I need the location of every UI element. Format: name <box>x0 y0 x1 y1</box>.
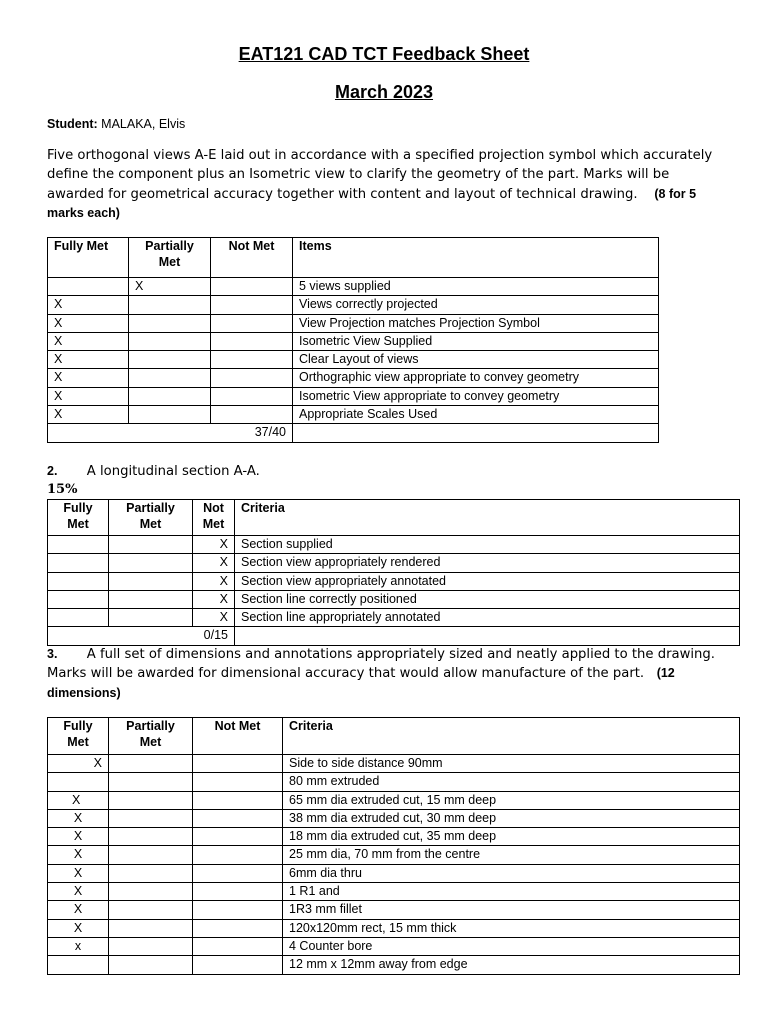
partially-met-cell <box>109 791 193 809</box>
table-row <box>48 554 740 572</box>
not-met-cell <box>193 956 283 974</box>
section3-text: A full set of dimensions and annotations appropriately sized and neatly applied to the drawing. Marks will be awarded for dimensional accuracy that would allow manufacture of the part. <box>47 647 715 682</box>
criteria-cell: Isometric View appropriate to convey geometry <box>293 387 659 405</box>
partially-met-cell <box>129 369 211 387</box>
fully-met-cell: X <box>48 332 129 350</box>
table-row <box>48 828 740 846</box>
partially-met-cell <box>129 314 211 332</box>
not-met-cell <box>193 901 283 919</box>
fully-met-cell: X <box>48 314 129 332</box>
col-header-not-met: Not Met <box>193 718 283 755</box>
not-met-cell <box>193 864 283 882</box>
partially-met-cell <box>109 937 193 955</box>
table-row <box>48 351 659 369</box>
not-met-cell <box>211 278 293 296</box>
criteria-cell: 18 mm dia extruded cut, 35 mm deep <box>283 828 740 846</box>
section2-total: 0/15 <box>48 627 235 645</box>
criteria-cell: Section line correctly positioned <box>235 590 740 608</box>
partially-met-cell <box>109 554 193 572</box>
not-met-cell: X <box>193 590 235 608</box>
not-met-cell <box>193 773 283 791</box>
criteria-cell: Section view appropriately annotated <box>235 572 740 590</box>
not-met-cell <box>193 919 283 937</box>
table-row <box>48 937 740 955</box>
criteria-cell: Clear Layout of views <box>293 351 659 369</box>
partially-met-cell <box>109 864 193 882</box>
table-row <box>48 919 740 937</box>
criteria-cell: 12 mm x 12mm away from edge <box>283 956 740 974</box>
not-met-cell <box>211 351 293 369</box>
table-total-row <box>48 627 740 645</box>
criteria-cell: 5 views supplied <box>293 278 659 296</box>
not-met-cell <box>193 755 283 773</box>
partially-met-cell <box>109 828 193 846</box>
partially-met-cell <box>109 590 193 608</box>
not-met-cell <box>211 314 293 332</box>
fully-met-cell <box>48 572 109 590</box>
fully-met-cell: X <box>48 901 109 919</box>
document-title: EAT121 CAD TCT Feedback Sheet <box>238 44 530 64</box>
fully-met-cell: X <box>48 296 129 314</box>
section3-description <box>47 645 727 703</box>
fully-met-cell: X <box>48 387 129 405</box>
criteria-cell: Orthographic view appropriate to convey geometry <box>293 369 659 387</box>
partially-met-cell <box>109 956 193 974</box>
partially-met-cell <box>109 919 193 937</box>
col-header-criteria: Criteria <box>235 500 740 536</box>
fully-met-cell: X <box>48 791 109 809</box>
criteria-cell: View Projection matches Projection Symbol <box>293 314 659 332</box>
section1-description <box>47 146 727 224</box>
criteria-cell: Isometric View Supplied <box>293 332 659 350</box>
table-row <box>48 755 740 773</box>
fully-met-cell: X <box>48 883 109 901</box>
partially-met-cell <box>109 809 193 827</box>
table-header-row <box>48 238 659 278</box>
table-row <box>48 572 740 590</box>
table-row <box>48 883 740 901</box>
section2-table <box>47 499 740 646</box>
criteria-cell: Side to side distance 90mm <box>283 755 740 773</box>
criteria-cell: Section view appropriately rendered <box>235 554 740 572</box>
partially-met-cell <box>109 572 193 590</box>
table-row <box>48 369 659 387</box>
fully-met-cell <box>48 536 109 554</box>
col-header-items: Items <box>293 238 659 278</box>
not-met-cell <box>193 846 283 864</box>
not-met-cell <box>211 296 293 314</box>
section1-table <box>47 237 659 443</box>
fully-met-cell <box>48 590 109 608</box>
col-header-partially-met: Partially Met <box>109 718 193 755</box>
table-header-row <box>48 500 740 536</box>
not-met-cell <box>211 332 293 350</box>
fully-met-cell <box>48 554 109 572</box>
partially-met-cell <box>109 755 193 773</box>
section3-table <box>47 717 740 975</box>
not-met-cell <box>193 883 283 901</box>
not-met-cell <box>211 369 293 387</box>
table-row <box>48 314 659 332</box>
not-met-cell <box>193 791 283 809</box>
partially-met-cell <box>129 332 211 350</box>
col-header-not-met: Not Met <box>211 238 293 278</box>
criteria-cell: 25 mm dia, 70 mm from the centre <box>283 846 740 864</box>
table-row <box>48 406 659 424</box>
fully-met-cell: X <box>48 846 109 864</box>
not-met-cell: X <box>193 536 235 554</box>
criteria-cell: 6mm dia thru <box>283 864 740 882</box>
student-label: Student: <box>47 117 98 131</box>
fully-met-cell <box>48 956 109 974</box>
not-met-cell <box>193 809 283 827</box>
criteria-cell: 1R3 mm fillet <box>283 901 740 919</box>
fully-met-cell <box>48 278 129 296</box>
table-row <box>48 773 740 791</box>
table-row <box>48 609 740 627</box>
partially-met-cell <box>129 406 211 424</box>
not-met-cell <box>193 937 283 955</box>
table-total-row <box>48 424 659 442</box>
table-row <box>48 791 740 809</box>
section3-note: (12 dimensions) <box>47 666 675 700</box>
fully-met-cell <box>48 609 109 627</box>
col-header-partially-met: Partially Met <box>109 500 193 536</box>
fully-met-cell: X <box>48 864 109 882</box>
document-subtitle: March 2023 <box>334 82 434 102</box>
section1-total: 37/40 <box>48 424 293 442</box>
partially-met-cell <box>109 773 193 791</box>
fully-met-cell: X <box>48 919 109 937</box>
section1-text: Five orthogonal views A-E laid out in accordance with a specified projection symbol which accurately define the component plus an Isometric view to clarify the geometry of the part. Marks will be awarded for geometrical accuracy together with content and layout of technical drawing. <box>47 148 713 202</box>
fully-met-cell <box>48 773 109 791</box>
partially-met-cell <box>129 296 211 314</box>
criteria-cell: 1 R1 and <box>283 883 740 901</box>
criteria-cell: 38 mm dia extruded cut, 30 mm deep <box>283 809 740 827</box>
table-cell <box>293 424 659 442</box>
not-met-cell <box>211 387 293 405</box>
table-row <box>48 864 740 882</box>
table-row <box>48 901 740 919</box>
table-row <box>48 536 740 554</box>
partially-met-cell <box>129 387 211 405</box>
col-header-partially-met: Partially Met <box>129 238 211 278</box>
table-row <box>48 387 659 405</box>
section2-percent: 15% <box>47 482 78 497</box>
col-header-fully-met: Fully Met <box>48 238 129 278</box>
table-row <box>48 956 740 974</box>
section1-note: (8 for 5 marks each) <box>47 186 697 221</box>
student-name: MALAKA, Elvis <box>101 117 186 131</box>
col-header-not-met: Not Met <box>193 500 235 536</box>
fully-met-cell: X <box>48 351 129 369</box>
criteria-cell: 65 mm dia extruded cut, 15 mm deep <box>283 791 740 809</box>
criteria-cell: Appropriate Scales Used <box>293 406 659 424</box>
partially-met-cell <box>129 351 211 369</box>
fully-met-cell: x <box>48 937 109 955</box>
not-met-cell: X <box>193 554 235 572</box>
criteria-cell: Views correctly projected <box>293 296 659 314</box>
fully-met-cell: X <box>48 406 129 424</box>
table-header-row <box>48 718 740 755</box>
criteria-cell: 80 mm extruded <box>283 773 740 791</box>
fully-met-cell: X <box>48 809 109 827</box>
criteria-cell: 120x120mm rect, 15 mm thick <box>283 919 740 937</box>
not-met-cell: X <box>193 609 235 627</box>
table-row <box>48 332 659 350</box>
partially-met-cell <box>109 883 193 901</box>
criteria-cell: 4 Counter bore <box>283 937 740 955</box>
partially-met-cell <box>109 846 193 864</box>
fully-met-cell: X <box>48 369 129 387</box>
table-row <box>48 590 740 608</box>
partially-met-cell <box>109 609 193 627</box>
partially-met-cell <box>109 901 193 919</box>
criteria-cell: Section line appropriately annotated <box>235 609 740 627</box>
criteria-cell: Section supplied <box>235 536 740 554</box>
partially-met-cell <box>109 536 193 554</box>
partially-met-cell: X <box>129 278 211 296</box>
section2-number: 2. <box>47 464 58 478</box>
col-header-fully-met: Fully Met <box>48 500 109 536</box>
table-row <box>48 278 659 296</box>
not-met-cell <box>193 828 283 846</box>
fully-met-cell: X <box>48 828 109 846</box>
table-row <box>48 296 659 314</box>
section2-heading <box>47 462 727 481</box>
fully-met-cell: X <box>48 755 109 773</box>
section3-number: 3. <box>47 647 58 661</box>
section2-text: A longitudinal section A-A. <box>86 464 260 479</box>
not-met-cell: X <box>193 572 235 590</box>
table-row <box>48 846 740 864</box>
not-met-cell <box>211 406 293 424</box>
col-header-fully-met: Fully Met <box>48 718 109 755</box>
table-cell <box>235 627 740 645</box>
col-header-criteria: Criteria <box>283 718 740 755</box>
table-row <box>48 809 740 827</box>
student-line <box>47 117 185 131</box>
